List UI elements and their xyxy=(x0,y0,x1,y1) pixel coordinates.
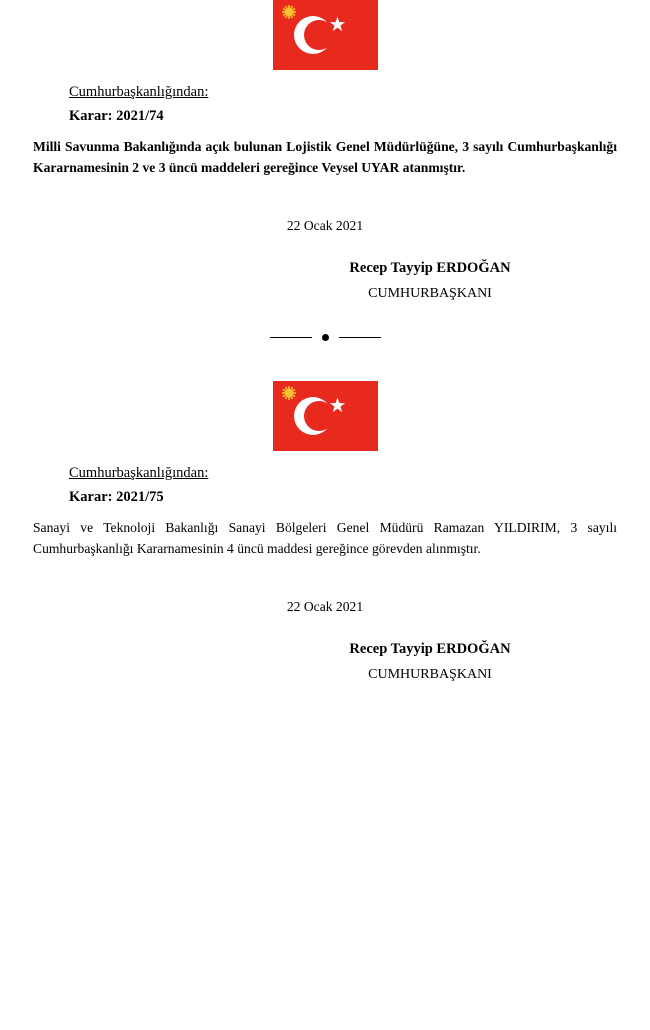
flag-container-1 xyxy=(33,0,617,70)
decree-block-1 xyxy=(33,0,617,302)
decree-date-2: 22 Ocak 2021 xyxy=(286,599,364,615)
signer-name-2: Recep Tayyip ERDOĞAN xyxy=(349,641,511,658)
decision-number-2: Karar: 2021/75 xyxy=(69,489,164,506)
separator-dot xyxy=(322,334,329,341)
signer-title-2: CUMHURBAŞKANI xyxy=(368,667,492,683)
signer-name-1: Recep Tayyip ERDOĞAN xyxy=(349,260,511,277)
section-separator xyxy=(33,334,617,341)
turkish-flag-icon xyxy=(273,381,378,451)
decree-block-2 xyxy=(33,381,617,683)
separator-bar-left xyxy=(270,337,312,338)
turkish-flag-icon xyxy=(273,0,378,70)
issuing-authority-label-2: Cumhurbaşkanlığından: xyxy=(69,465,209,482)
sunburst-icon xyxy=(282,5,296,19)
decree-date-1: 22 Ocak 2021 xyxy=(286,218,364,234)
decree-body-2: Sanayi ve Teknoloji Bakanlığı Sanayi Bölgeleri Genel Müdürü Ramazan YILDIRIM, 3 sayılı Cumhurbaşkanlığı Kararnamesinin 4 üncü maddesi gereğince görevden alınmıştır. xyxy=(33,520,617,557)
signer-title-1: CUMHURBAŞKANI xyxy=(368,286,492,302)
issuing-authority-label-1: Cumhurbaşkanlığından: xyxy=(69,84,209,100)
decree-body-1: Milli Savunma Bakanlığında açık bulunan Lojistik Genel Müdürlüğüne, 3 sayılı Cumhurbaşkanlığı Kararnamesinin 2 ve 3 üncü maddeleri gereğince Veysel UYAR atanmıştır. xyxy=(33,139,617,176)
signature-block-2 xyxy=(33,641,617,683)
flag-container-2 xyxy=(33,381,617,451)
signature-block-1 xyxy=(33,260,617,302)
page-bottom-margin xyxy=(33,683,617,803)
issuing-authority-2 xyxy=(33,465,617,482)
issuing-authority-1 xyxy=(33,84,617,101)
decision-number-1: Karar: 2021/74 xyxy=(69,108,164,124)
sunburst-icon xyxy=(282,386,296,400)
separator-bar-right xyxy=(339,337,381,338)
